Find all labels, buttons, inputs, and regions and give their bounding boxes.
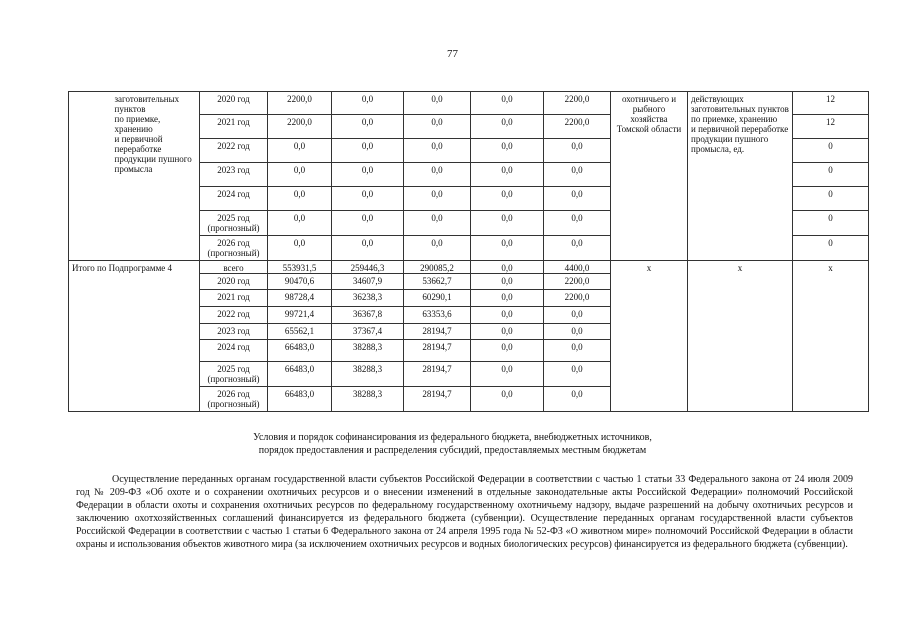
value-cell: 38288,3 [332,340,404,362]
value-cell: 0,0 [471,324,544,340]
value-cell: 0,0 [544,187,611,211]
value-cell: 38288,3 [332,387,404,412]
year-cell: 2022 год [200,139,268,163]
year-cell: 2026 год (прогнозный) [200,236,268,261]
value-cell: 0,0 [404,92,471,115]
indicator-cell: действующих заготовительных пунктов по приемке, хранению и первичной переработке продукции пушного промысла, ед. [688,92,793,261]
value-cell: 0,0 [332,115,404,139]
x-cell: x [611,261,688,412]
value-cell: 0,0 [471,340,544,362]
section-caption [0,431,905,457]
total-cell: 0,0 [268,211,332,236]
value-cell: 37367,4 [332,324,404,340]
total-cell: 2200,0 [268,115,332,139]
value-cell: 0,0 [471,261,544,274]
value-cell: 0,0 [471,290,544,307]
value-cell: 0,0 [544,211,611,236]
page-number: 77 [447,48,458,60]
value-cell: 34607,9 [332,274,404,290]
table-row [69,92,869,115]
value-cell: 0,0 [544,387,611,412]
year-cell: 2025 год (прогнозный) [200,362,268,387]
year-cell: всего [200,261,268,274]
value-cell: 0,0 [404,163,471,187]
value-cell: 0,0 [471,362,544,387]
value-cell: 0,0 [544,324,611,340]
target-cell: 12 [793,115,869,139]
total-cell: 2200,0 [268,92,332,115]
total-cell: 553931,5 [268,261,332,274]
value-cell: 36238,3 [332,290,404,307]
year-cell: 2024 год [200,340,268,362]
value-cell: 2200,0 [544,115,611,139]
value-cell: 0,0 [404,236,471,261]
value-cell: 0,0 [471,211,544,236]
year-cell: 2021 год [200,115,268,139]
total-cell: 0,0 [268,139,332,163]
value-cell: 0,0 [404,187,471,211]
value-cell: 2200,0 [544,290,611,307]
value-cell: 28194,7 [404,340,471,362]
table-body-section1 [69,92,869,261]
value-cell: 28194,7 [404,362,471,387]
year-cell: 2024 год [200,187,268,211]
value-cell: 0,0 [471,387,544,412]
value-cell: 0,0 [471,307,544,324]
total-cell: 65562,1 [268,324,332,340]
table-row [69,261,869,274]
total-cell: 66483,0 [268,362,332,387]
table-body-section2 [69,261,869,412]
value-cell: 0,0 [471,274,544,290]
table-cell-empty [69,92,112,261]
value-cell: 0,0 [471,115,544,139]
value-cell: 0,0 [332,92,404,115]
value-cell: 38288,3 [332,362,404,387]
target-cell: 0 [793,139,869,163]
x-cell: x [793,261,869,412]
value-cell: 4400,0 [544,261,611,274]
target-cell: 0 [793,187,869,211]
value-cell: 0,0 [471,92,544,115]
total-cell: 98728,4 [268,290,332,307]
value-cell: 36367,8 [332,307,404,324]
target-cell: 0 [793,163,869,187]
value-cell: 0,0 [332,211,404,236]
subprogram-total-label: Итого по Подпрограмме 4 [69,261,200,412]
budget-table [68,91,869,412]
value-cell: 0,0 [471,139,544,163]
year-cell: 2025 год (прогнозный) [200,211,268,236]
value-cell: 0,0 [544,307,611,324]
total-cell: 90470,6 [268,274,332,290]
year-cell: 2023 год [200,324,268,340]
value-cell: 28194,7 [404,324,471,340]
value-cell: 2200,0 [544,92,611,115]
value-cell: 60290,1 [404,290,471,307]
value-cell: 0,0 [404,211,471,236]
total-cell: 0,0 [268,236,332,261]
value-cell: 28194,7 [404,387,471,412]
value-cell: 0,0 [404,115,471,139]
total-cell: 0,0 [268,163,332,187]
x-cell: x [688,261,793,412]
target-cell: 12 [793,92,869,115]
year-cell: 2021 год [200,290,268,307]
year-cell: 2020 год [200,92,268,115]
caption-line-1: Условия и порядок софинансирования из федерального бюджета, внебюджетных источников, [253,432,652,443]
total-cell: 66483,0 [268,340,332,362]
value-cell: 0,0 [544,340,611,362]
value-cell: 290085,2 [404,261,471,274]
body-paragraph: Осуществление переданных органам государственной власти субъектов Российской Федерации в соответствии с частью 1 статьи 33 Федерального закона от 24 июля 2009 год № 209-ФЗ «Об охоте и о сохранении охотничьих ресурсов и о внесении изменений в отдельные законодательные акты Российской Федерации» полномочий Российской Федерации в области охоты и сохранения охотничьих ресурсов по федеральному государственному охотничьему надзору, выдаче разрешений на добычу охотничьих ресурсов и заключению охотхозяйственных соглашений финансируется из федерального бюджета (субвенции). Осуществление переданных органам государственной власти субъектов Российской Федерации в соответствии с частью 1 статьи 6 Федерального закона от 24 апреля 1995 года № 52-ФЗ «О животном мире» полномочий Российской Федерации в области охраны и использования объектов животного мира (за исключением охотничьих ресурсов и водных биологических ресурсов) финансируется из федерального бюджета (субвенции). [76,474,853,550]
value-cell: 2200,0 [544,274,611,290]
value-cell: 0,0 [544,362,611,387]
year-cell: 2023 год [200,163,268,187]
value-cell: 53662,7 [404,274,471,290]
value-cell: 259446,3 [332,261,404,274]
value-cell: 0,0 [332,163,404,187]
item-name-cell: заготовительных пунктов по приемке, хранению и первичной переработке продукции пушного промысла [112,92,200,261]
year-cell: 2026 год (прогнозный) [200,387,268,412]
value-cell: 0,0 [471,187,544,211]
value-cell: 0,0 [544,236,611,261]
executor-cell: охотничьего и рыбного хозяйства Томской области [611,92,688,261]
value-cell: 0,0 [544,163,611,187]
value-cell: 0,0 [471,163,544,187]
year-cell: 2020 год [200,274,268,290]
year-cell: 2022 год [200,307,268,324]
target-cell: 0 [793,236,869,261]
value-cell: 0,0 [332,139,404,163]
value-cell: 0,0 [332,236,404,261]
total-cell: 99721,4 [268,307,332,324]
target-cell: 0 [793,211,869,236]
value-cell: 0,0 [332,187,404,211]
value-cell: 0,0 [544,139,611,163]
value-cell: 0,0 [404,139,471,163]
total-cell: 0,0 [268,187,332,211]
caption-line-2: порядок предоставления и распределения субсидий, предоставляемых местным бюджетам [258,445,647,456]
value-cell: 0,0 [471,236,544,261]
value-cell: 63353,6 [404,307,471,324]
total-cell: 66483,0 [268,387,332,412]
